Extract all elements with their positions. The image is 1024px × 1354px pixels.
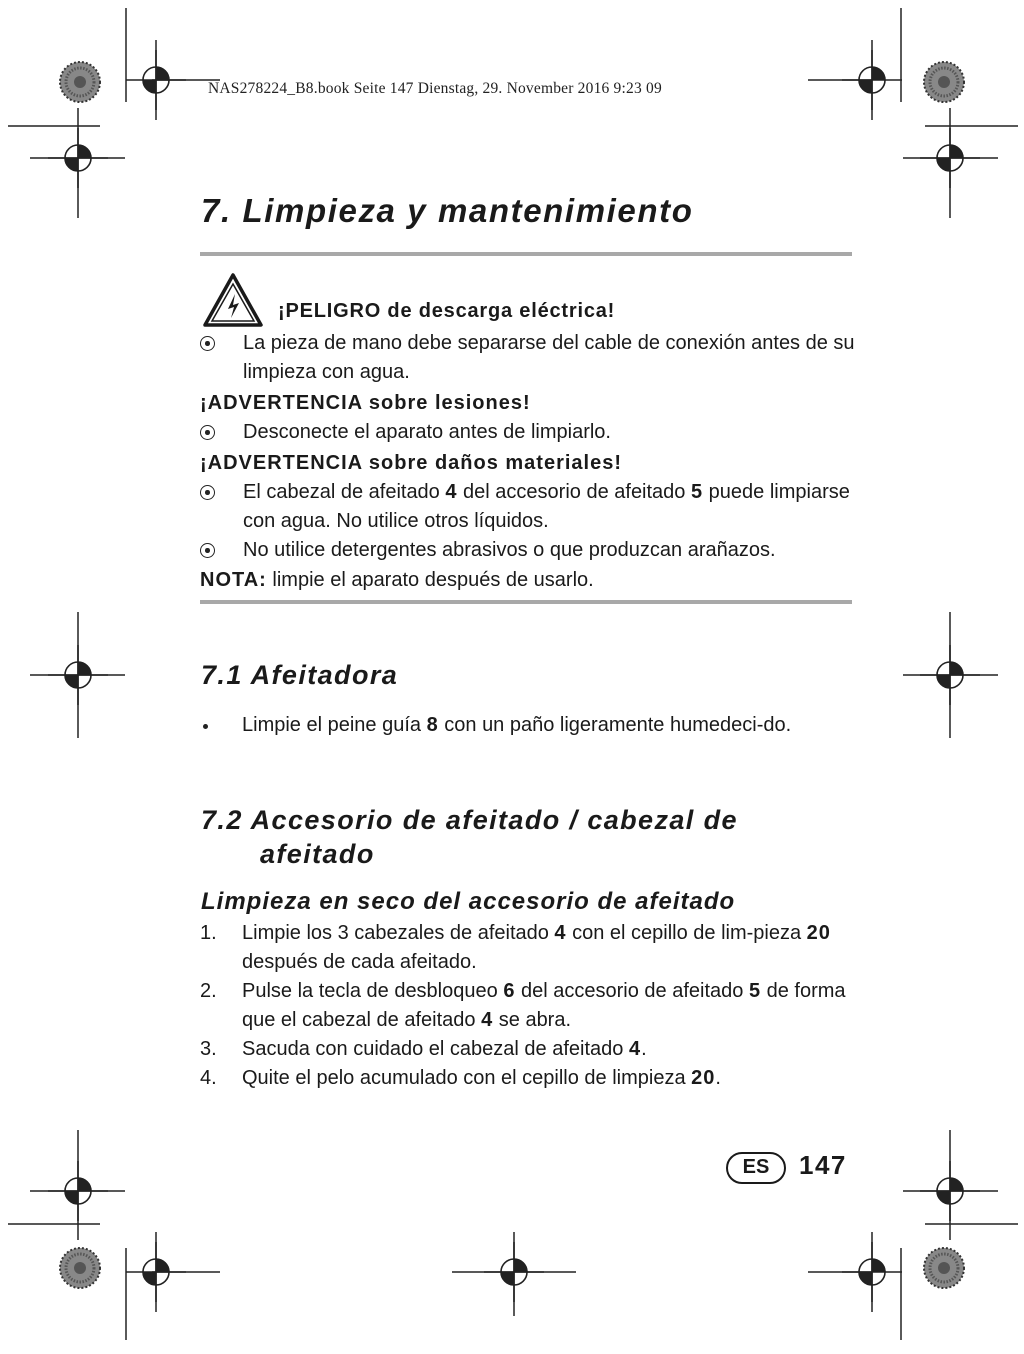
bottom-divider [200, 600, 852, 604]
target-bullet-icon [200, 485, 215, 500]
list-item [200, 977, 860, 1035]
danger-warning-item [200, 329, 860, 387]
print-info-header: NAS278224_B8.book Seite 147 Dienstag, 29. November 2016 9:23 09 [208, 80, 662, 97]
step-number: 2. [200, 980, 217, 1002]
target-bullet-icon [200, 336, 215, 351]
step-text: Limpie los 3 cabezales de afeitado 4 con el cepillo de lim-pieza 20 después de cada afeitado. [242, 922, 831, 973]
list-item [200, 711, 860, 740]
note-text: limpie el aparato después de usarlo. [266, 569, 594, 591]
step-number: 4. [200, 1067, 217, 1089]
list-item [200, 919, 860, 977]
danger-warning-text: La pieza de mano debe separarse del cable de conexión antes de su limpieza con agua. [243, 332, 855, 383]
step-number: 1. [200, 922, 217, 944]
section-7-1-text: Limpie el peine guía 8 con un paño ligeramente humedeci-do. [242, 714, 792, 736]
bullet-dot-icon [203, 724, 208, 729]
section-7-2-title: 7.2 Accesorio de afeitado / cabezal de afeitado [201, 805, 738, 869]
note [200, 566, 594, 595]
step-text: Pulse la tecla de desbloqueo 6 del accesorio de afeitado 5 de forma que el cabezal de afeitado 4 se abra. [242, 980, 846, 1031]
section-7-1-title: 7.1 Afeitadora [201, 660, 399, 690]
list-item [200, 1035, 860, 1064]
damage-warning-text: El cabezal de afeitado 4 del accesorio de afeitado 5 puede limpiarse con agua. No utilice otros líquidos. [243, 481, 850, 532]
note-label: NOTA: [200, 569, 267, 591]
target-bullet-icon [200, 425, 215, 440]
language-badge: ES [726, 1152, 786, 1184]
section-7-2-subtitle: Limpieza en seco del accesorio de afeitado [201, 888, 736, 915]
step-text: Sacuda con cuidado el cabezal de afeitado 4. [242, 1038, 647, 1060]
damage-warning-text: No utilice detergentes abrasivos o que produzcan arañazos. [243, 539, 776, 561]
target-bullet-icon [200, 543, 215, 558]
injury-warning-text: Desconecte el aparato antes de limpiarlo. [243, 421, 611, 443]
top-divider [200, 252, 852, 256]
page-title: 7. Limpieza y mantenimiento [201, 192, 694, 229]
step-number: 3. [200, 1038, 217, 1060]
damage-warning-item [200, 536, 860, 565]
step-text: Quite el pelo acumulado con el cepillo de limpieza 20. [242, 1067, 721, 1089]
page-number: 147 [799, 1150, 847, 1180]
damage-warning-title: ¡ADVERTENCIA sobre daños materiales! [200, 452, 623, 474]
list-item [200, 1064, 860, 1093]
damage-warning-item [200, 478, 860, 536]
electric-shock-warning-icon [202, 272, 264, 328]
injury-warning-item [200, 418, 860, 447]
injury-warning-title: ¡ADVERTENCIA sobre lesiones! [200, 392, 531, 414]
danger-warning-title: ¡PELIGRO de descarga eléctrica! [278, 300, 616, 322]
